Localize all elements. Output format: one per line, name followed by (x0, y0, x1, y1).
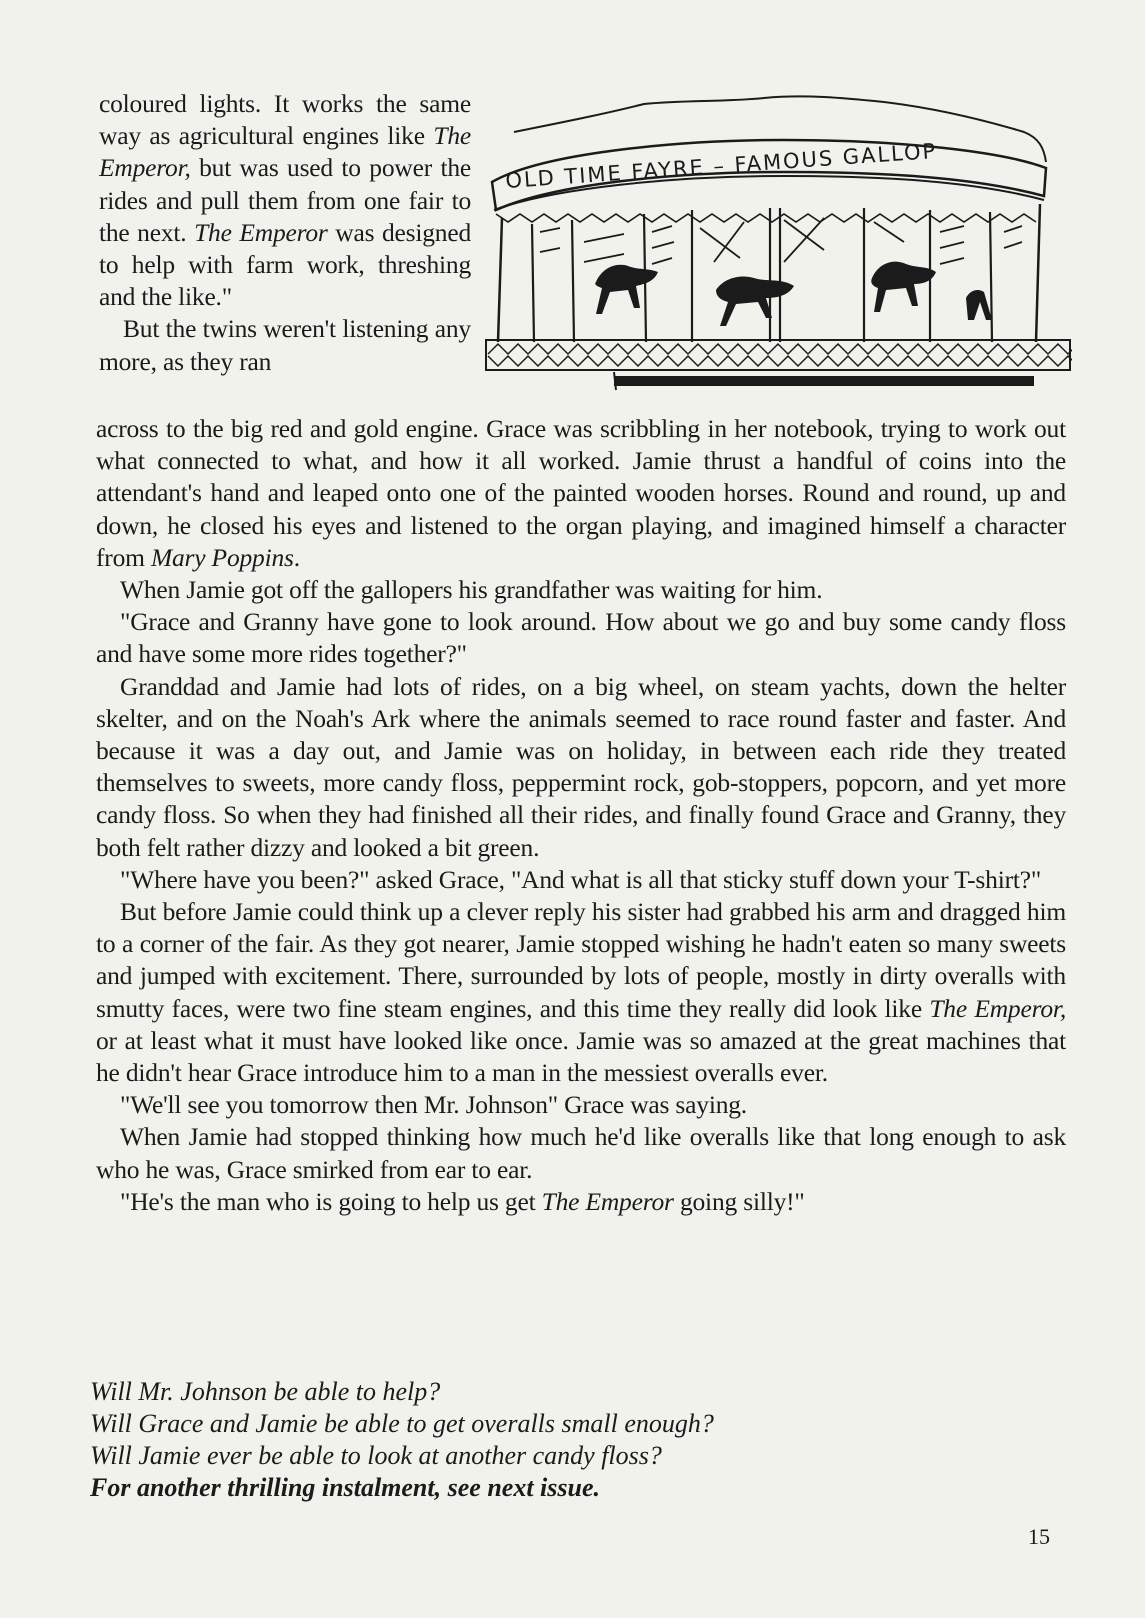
text-run: or at least what it must have looked like once. Jamie was so amazed at the great machines that he didn't hear Grace introduce him to a man in the messiest overalls ever. (96, 1025, 1066, 1088)
paragraph-7 (96, 896, 1066, 1089)
carousel-sign-text: OLD TIME FAYRE – FAMOUS GALLOP (504, 138, 938, 193)
paragraph-2-continued (96, 413, 1066, 574)
next-issue-teaser: For another thrilling instalment, see next issue. (90, 1473, 600, 1502)
text-run: . (293, 542, 300, 572)
emphasis-mary-poppins: Mary Poppins (150, 542, 294, 572)
text-run: "He's the man who is going to help us get (120, 1186, 542, 1216)
text-run: was designed to help with farm work, threshing and the like." (99, 217, 472, 312)
text-run: across to the big red and gold engine. Grace was scribbling in her notebook, trying to work out what connected to what, and how it all worked. Jamie thrust a handful of coins into the attendant's hand and leaped onto one of the painted wooden horses. Round and round, up and down, he closed his eyes and listened to the organ playing, and imagined himself a character from (96, 414, 1066, 572)
emphasis-the-emperor: The Emperor (194, 217, 328, 247)
emphasis-the-emperor: The Emperor (541, 1186, 674, 1216)
question-3: Will Jamie ever be able to look at another candy floss? (90, 1441, 662, 1470)
text-run: But before Jamie could think up a clever reply his sister had grabbed his arm and dragged him to a corner of the fair. As they got nearer, Jamie stopped wishing he hadn't eaten so many sweets and jumped with excitement. There, surrounded by lots of people, mostly in dirty overalls with smutty faces, were two fine steam engines, and this time they really did look like (96, 897, 1066, 1023)
paragraph-1 (99, 88, 471, 313)
text-run: but was used to power the rides and pull them from one fair to the next. (99, 153, 471, 247)
paragraph-4: "Grace and Granny have gone to look around. How about we go and buy some candy floss and have some more rides together?" (96, 607, 1066, 669)
carousel-illustration (484, 92, 1072, 404)
body-text (96, 413, 1066, 1218)
emphasis-the-emperor: The Emperor, (99, 121, 471, 183)
column-text (99, 88, 471, 378)
paragraph-9: When Jamie had stopped thinking how much he'd like overalls like that long enough to ask who he was, Grace smirked from ear to ear. (96, 1122, 1066, 1184)
closing-questions (90, 1376, 1070, 1504)
paragraph-2-start: But the twins weren't listening any more, as they ran (99, 314, 471, 376)
paragraph-8: "We'll see you tomorrow then Mr. Johnson" Grace was saying. (120, 1090, 747, 1120)
question-1: Will Mr. Johnson be able to help? (90, 1377, 441, 1406)
text-run: coloured lights. It works the same way as agricultural engines like (99, 89, 471, 151)
emphasis-the-emperor: The Emperor, (929, 993, 1067, 1023)
paragraph-6: "Where have you been?" asked Grace, "And what is all that sticky stuff down your T-shirt?" (120, 864, 1042, 894)
page-number: 15 (1028, 1524, 1050, 1549)
paragraph-3: When Jamie got off the gallopers his grandfather was waiting for him. (120, 575, 823, 605)
question-2: Will Grace and Jamie be able to get overalls small enough? (90, 1409, 714, 1438)
paragraph-5: Granddad and Jamie had lots of rides, on a big wheel, on steam yachts, down the helter skelter, and on the Noah's Ark where the animals seemed to race round faster and faster. And because it was a day out, and Jamie was on holiday, in between each ride they treated themselves to sweets, more candy floss, peppermint rock, gob-stoppers, popcorn, and yet more candy floss. So when they had finished all their rides, and finally found Grace and Granny, they both felt rather dizzy and looked a bit green. (96, 671, 1066, 862)
text-run: going silly!" (673, 1186, 805, 1216)
paragraph-10 (96, 1186, 1066, 1218)
